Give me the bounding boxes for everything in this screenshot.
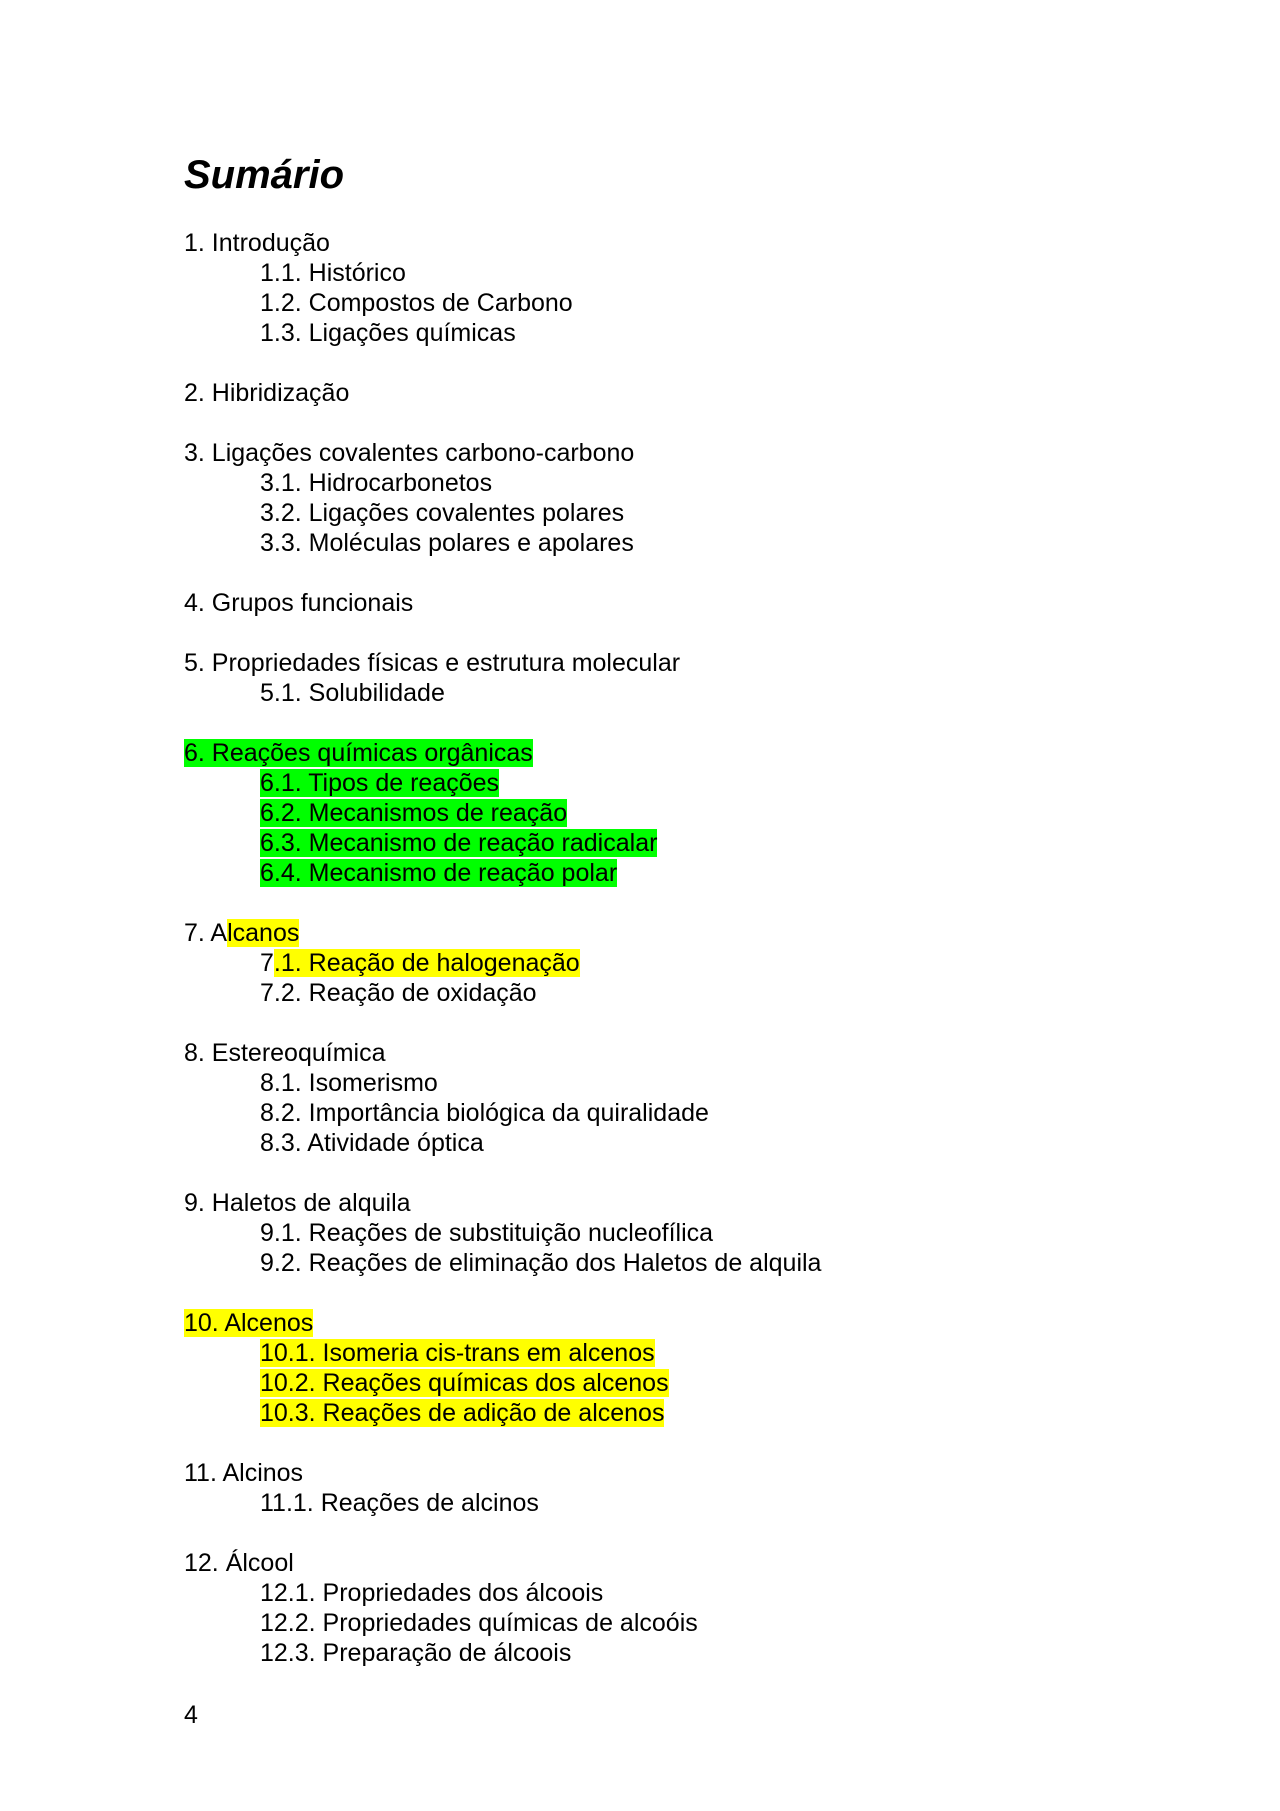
toc-subitem bbox=[184, 1338, 1184, 1368]
highlighted-yellow-text: 10.2. Reações químicas dos alcenos bbox=[260, 1369, 669, 1397]
toc-heading bbox=[184, 648, 1184, 678]
toc-section-1 bbox=[184, 228, 1184, 348]
toc-heading bbox=[184, 1458, 1184, 1488]
toc-heading-text: 5. Propriedades físicas e estrutura molecular bbox=[184, 649, 681, 677]
highlighted-yellow-text: 10.3. Reações de adição de alcenos bbox=[260, 1399, 665, 1427]
toc-section-7 bbox=[184, 918, 1184, 1008]
toc-subitem bbox=[184, 1248, 1184, 1278]
toc-subitem-text: 12.2. Propriedades químicas de alcoóis bbox=[260, 1609, 698, 1637]
toc-heading bbox=[184, 918, 1184, 948]
toc-heading-text: 1. Introdução bbox=[184, 229, 330, 257]
toc-heading-text: 8. Estereoquímica bbox=[184, 1039, 386, 1067]
toc-subitem bbox=[184, 1128, 1184, 1158]
toc-subitem-text: 3.1. Hidrocarbonetos bbox=[260, 469, 493, 497]
toc-subitem-text: 12.1. Propriedades dos álcoois bbox=[260, 1579, 604, 1607]
toc-heading bbox=[184, 1188, 1184, 1218]
toc-subitem bbox=[184, 1218, 1184, 1248]
toc-subitem bbox=[184, 1638, 1184, 1668]
toc-section-4 bbox=[184, 588, 1184, 618]
toc-section-5 bbox=[184, 648, 1184, 708]
toc-heading bbox=[184, 228, 1184, 258]
toc-heading-text: 11. Alcinos bbox=[184, 1459, 304, 1487]
toc-heading bbox=[184, 1548, 1184, 1578]
toc-section-9 bbox=[184, 1188, 1184, 1278]
toc-subitem bbox=[184, 1368, 1184, 1398]
toc-subitem bbox=[184, 1398, 1184, 1428]
toc-subitem bbox=[184, 858, 1184, 888]
toc-subitem bbox=[184, 1608, 1184, 1638]
toc-heading-text: 12. Álcool bbox=[184, 1549, 294, 1577]
highlighted-green-text: 6.3. Mecanismo de reação radicalar bbox=[260, 829, 658, 857]
highlighted-yellow-text: 10.1. Isomeria cis-trans em alcenos bbox=[260, 1339, 655, 1367]
toc-heading bbox=[184, 738, 1184, 768]
toc-subitem bbox=[184, 1488, 1184, 1518]
highlighted-yellow-text: .1. Reação de halogenação bbox=[273, 949, 580, 977]
toc-subitem-text: 9.2. Reações de eliminação dos Haletos de alquila bbox=[260, 1249, 822, 1277]
toc-subitem bbox=[184, 498, 1184, 528]
toc-subitem bbox=[184, 948, 1184, 978]
toc-heading-text: 9. Haletos de alquila bbox=[184, 1189, 411, 1217]
toc-subitem bbox=[184, 678, 1184, 708]
toc-heading bbox=[184, 1308, 1184, 1338]
toc-subitem-text: 1.2. Compostos de Carbono bbox=[260, 289, 573, 317]
toc-subitem-text: 8.2. Importância biológica da quiralidade bbox=[260, 1099, 709, 1127]
toc-subitem-text: 12.3. Preparação de álcoois bbox=[260, 1639, 572, 1667]
toc-subitem bbox=[184, 528, 1184, 558]
toc-subitem-text: 8.1. Isomerismo bbox=[260, 1069, 438, 1097]
toc-subitem-text: 7.2. Reação de oxidação bbox=[260, 979, 537, 1007]
toc-subitem bbox=[184, 1578, 1184, 1608]
toc-subitem bbox=[184, 1068, 1184, 1098]
toc-section-10 bbox=[184, 1308, 1184, 1428]
toc-heading-text: 7. A bbox=[184, 919, 228, 947]
toc-section-11 bbox=[184, 1458, 1184, 1518]
toc-subitem bbox=[184, 768, 1184, 798]
toc-subitem bbox=[184, 468, 1184, 498]
toc-heading-text: 2. Hibridização bbox=[184, 379, 350, 407]
toc-heading-text: 4. Grupos funcionais bbox=[184, 589, 414, 617]
toc-heading-text: 3. Ligações covalentes carbono-carbono bbox=[184, 439, 635, 467]
highlighted-green-text: 6.1. Tipos de reações bbox=[260, 769, 500, 797]
toc-subitem-text: 1.3. Ligações químicas bbox=[260, 319, 516, 347]
highlighted-yellow-text: 10. Alcenos bbox=[184, 1309, 314, 1337]
toc-subitem-text: 3.2. Ligações covalentes polares bbox=[260, 499, 625, 527]
toc-subitem bbox=[184, 318, 1184, 348]
toc-section-3 bbox=[184, 438, 1184, 558]
page-title: Sumário bbox=[184, 153, 345, 197]
toc-heading bbox=[184, 438, 1184, 468]
toc-section-2 bbox=[184, 378, 1184, 408]
toc-subitem-text: 9.1. Reações de substituição nucleofílica bbox=[260, 1219, 714, 1247]
toc-section-12 bbox=[184, 1548, 1184, 1668]
toc-subitem-text: 1.1. Histórico bbox=[260, 259, 406, 287]
highlighted-green-text: 6.2. Mecanismos de reação bbox=[260, 799, 568, 827]
toc-subitem bbox=[184, 978, 1184, 1008]
toc-heading bbox=[184, 588, 1184, 618]
toc-heading bbox=[184, 1038, 1184, 1068]
highlighted-yellow-text: lcanos bbox=[227, 919, 300, 947]
highlighted-green-text: 6. Reações químicas orgânicas bbox=[184, 739, 533, 767]
toc-subitem-text: 7 bbox=[260, 949, 274, 977]
table-of-contents bbox=[184, 228, 1184, 1698]
toc-subitem bbox=[184, 288, 1184, 318]
highlighted-green-text: 6.4. Mecanismo de reação polar bbox=[260, 859, 618, 887]
toc-subitem-text: 11.1. Reações de alcinos bbox=[260, 1489, 539, 1517]
toc-subitem-text: 8.3. Atividade óptica bbox=[260, 1129, 484, 1157]
toc-subitem bbox=[184, 258, 1184, 288]
toc-subitem bbox=[184, 1098, 1184, 1128]
toc-subitem-text: 3.3. Moléculas polares e apolares bbox=[260, 529, 634, 557]
toc-subitem bbox=[184, 828, 1184, 858]
page-number: 4 bbox=[184, 1701, 198, 1729]
toc-section-6 bbox=[184, 738, 1184, 888]
toc-subitem bbox=[184, 798, 1184, 828]
toc-heading bbox=[184, 378, 1184, 408]
toc-subitem-text: 5.1. Solubilidade bbox=[260, 679, 445, 707]
toc-section-8 bbox=[184, 1038, 1184, 1158]
